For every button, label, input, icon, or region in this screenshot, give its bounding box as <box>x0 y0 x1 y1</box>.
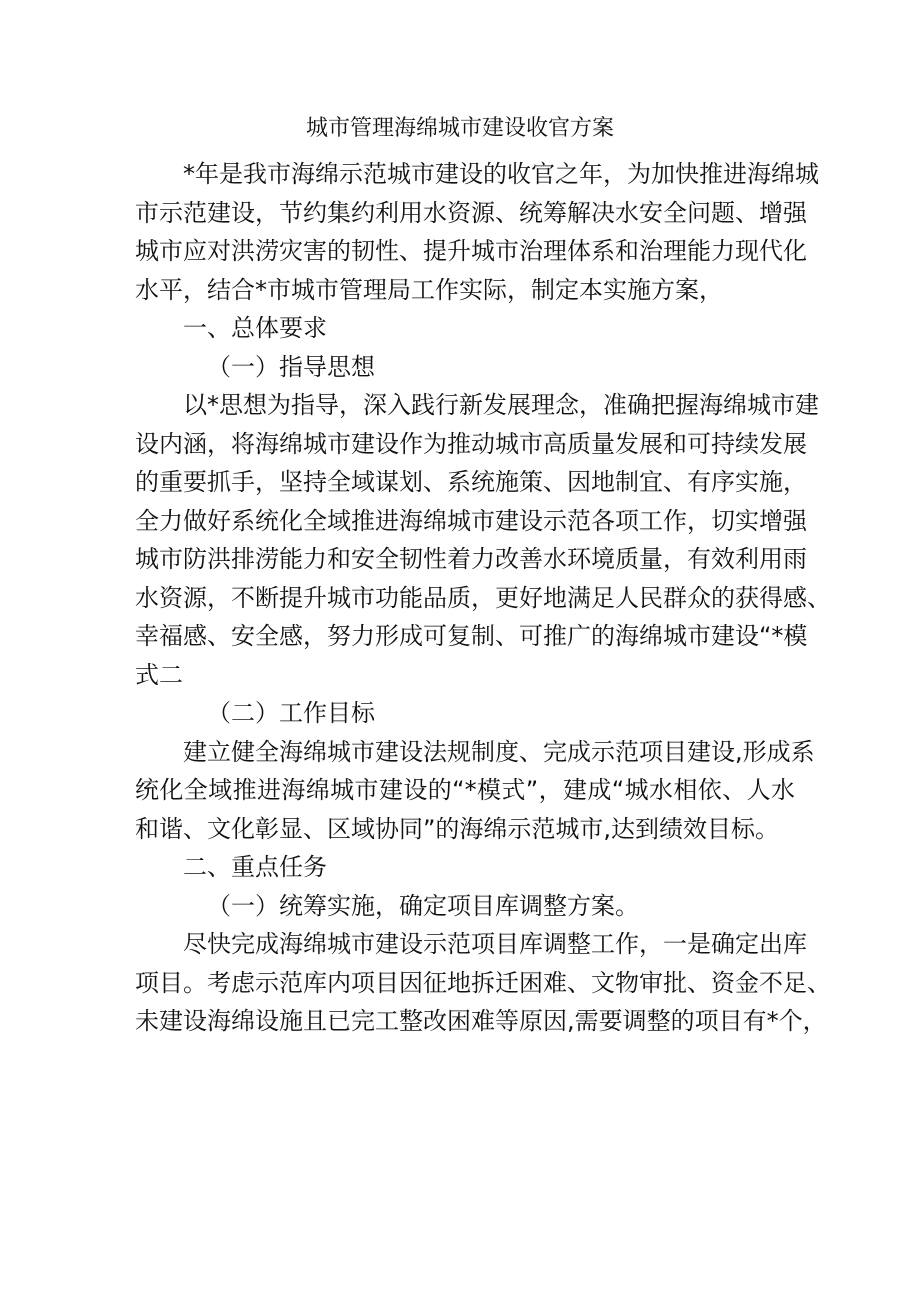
subsection-heading: （二）工作目标 <box>207 699 375 727</box>
paragraph-line: 幸福感、安全感，努力形成可复制、可推广的海绵城市建设“*模 <box>135 622 808 650</box>
paragraph-line: 城市应对洪涝灾害的韧性、提升城市治理体系和治理能力现代化 <box>135 237 807 265</box>
paragraph-line: 以*思想为指导，深入践行新发展理念，准确把握海绵城市建 <box>183 391 819 419</box>
paragraph-line: 尽快完成海绵城市建设示范项目库调整工作，一是确定出库 <box>183 930 807 958</box>
paragraph-line: 项目。考虑示范库内项目因征地拆迁困难、文物审批、资金不足、 <box>135 968 831 997</box>
paragraph-line: *年是我市海绵示范城市建设的收官之年，为加快推进海绵城 <box>183 160 819 188</box>
document-title: 城市管理海绵城市建设收官方案 <box>305 116 614 141</box>
paragraph-line: 建立健全海绵城市建设法规制度、完成示范项目建设,形成系 <box>183 737 815 766</box>
paragraph-line: 全力做好系统化全域推进海绵城市建设示范各项工作，切实增强 <box>135 506 807 535</box>
document-body <box>135 155 831 1041</box>
paragraph-line: 水资源，不断提升城市功能品质，更好地满足人民群众的获得感、 <box>135 583 831 612</box>
paragraph-line: 未建设海绵设施且已完工整改困难等原因,需要调整的项目有*个， <box>135 1007 827 1035</box>
subsection-heading: （一）指导思想 <box>207 352 375 381</box>
paragraph-line: 统化全域推进海绵城市建设的“*模式”，建成“城水相依、人水 <box>135 776 795 804</box>
paragraph-line: 设内涵，将海绵城市建设作为推动城市高质量发展和可持续发展 <box>135 429 807 458</box>
section-heading: 二、重点任务 <box>183 853 327 881</box>
paragraph-line: 城市防洪排涝能力和安全韧性着力改善水环境质量，有效利用雨 <box>135 545 807 573</box>
paragraph-line: 和谐、文化彰显、区域协同”的海绵示范城市,达到绩效目标。 <box>135 814 780 843</box>
section-heading: 一、总体要求 <box>183 314 327 342</box>
paragraph-line: 水平，结合*市城市管理局工作实际，制定本实施方案， <box>135 275 723 304</box>
paragraph-line: 式二 <box>135 660 183 689</box>
paragraph-line: 的重要抓手，坚持全域谋划、系统施策、因地制宜、有序实施， <box>135 468 807 496</box>
paragraph-line: 市示范建设，节约集约利用水资源、统筹解决水安全问题、增强 <box>135 198 807 227</box>
subsection-heading: （一）统筹实施，确定项目库调整方案。 <box>207 891 639 920</box>
